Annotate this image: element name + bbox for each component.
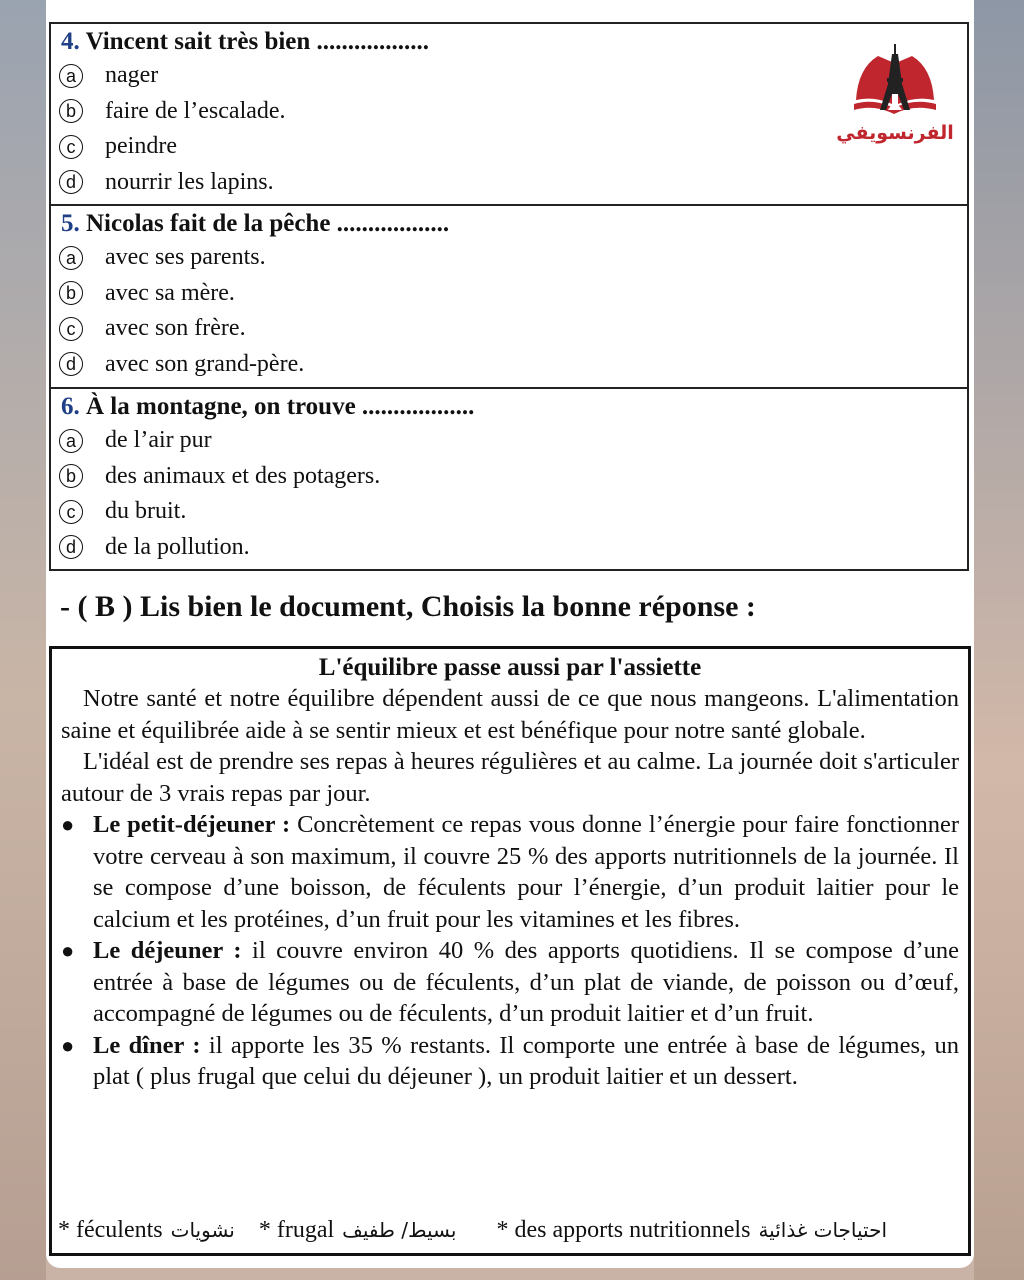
- question-block-6: [49, 387, 969, 571]
- question-number: 4.: [61, 28, 80, 55]
- bullet-icon: ●: [61, 938, 75, 963]
- question-number: 5.: [61, 210, 80, 237]
- option-d[interactable]: [51, 165, 967, 201]
- bullet-lunch: [61, 935, 959, 1030]
- option-c[interactable]: [51, 311, 967, 347]
- option-d[interactable]: [51, 347, 967, 383]
- glossary: [58, 1215, 958, 1247]
- paragraph-2: L'idéal est de prendre ses repas à heures régulières et au calme. La journée doit s'articuler autour de 3 vrais repas par jour.: [61, 748, 959, 807]
- option-text: de la pollution.: [105, 533, 250, 560]
- option-letter-icon: a: [59, 64, 83, 88]
- option-text: avec son grand-père.: [105, 350, 305, 377]
- option-text: nager: [105, 62, 159, 89]
- brand-logo: [830, 40, 960, 150]
- glossary-term: * des apports nutritionnels: [496, 1217, 751, 1243]
- option-text: avec ses parents.: [105, 244, 266, 271]
- question-text: Nicolas fait de la pêche ..................: [86, 210, 450, 237]
- question-text: À la montagne, on trouve ..................: [86, 393, 475, 420]
- option-text: nourrir les lapins.: [105, 168, 274, 195]
- option-letter-icon: a: [59, 429, 83, 453]
- glossary-translation: بسيط/ طفيف: [342, 1218, 457, 1242]
- option-text: du bruit.: [105, 498, 187, 525]
- bullet-text: Concrètement ce repas vous donne l’énergie pour faire fonctionner votre cerveau à son maximum, il couvre 25 % des apports nutritionnels de la journée. Il se compose d’une boisson, de féculents pour l’énergie, d’un produit laitier pour le calcium et les protéines, d’un fruit pour les vitamines et les fibres.: [93, 811, 959, 933]
- bullet-dinner: [61, 1030, 959, 1093]
- option-letter-icon: b: [59, 99, 83, 123]
- glossary-translation: نشويات: [170, 1218, 235, 1242]
- question-text: Vincent sait très bien ..................: [85, 28, 430, 55]
- question-block-5: [49, 204, 969, 389]
- bullet-label: Le petit-déjeuner :: [93, 811, 291, 838]
- bullet-text: il couvre environ 40 % des apports quotidiens. Il se compose d’une entrée à base de légumes ou de féculents, d’un plat de viande, de poisson ou d’œuf, accompagné de légumes ou de féculents, d’un produit laitier et d’un fruit.: [93, 937, 959, 1027]
- option-letter-icon: b: [59, 464, 83, 488]
- option-letter-icon: d: [59, 535, 83, 559]
- question-stem: [51, 389, 967, 423]
- question-stem: [51, 206, 967, 240]
- option-letter-icon: d: [59, 170, 83, 194]
- bullet-label: Le déjeuner :: [93, 937, 242, 964]
- option-letter-icon: c: [59, 317, 83, 341]
- eiffel-tower-book-icon: [830, 40, 960, 122]
- option-a[interactable]: [51, 240, 967, 276]
- bullet-icon: ●: [61, 1032, 75, 1058]
- option-a[interactable]: [51, 423, 967, 459]
- paragraph-1: Notre santé et notre équilibre dépendent aussi de ce que nous mangeons. L'alimentation saine et équilibrée aide à se sentir mieux et est bénéfique pour notre santé globale.: [61, 685, 959, 744]
- option-letter-icon: a: [59, 246, 83, 270]
- bullet-text: il apporte les 35 % restants. Il comporte une entrée à base de légumes, un plat ( plus frugal que celui du déjeuner ), un produit laitier et un dessert.: [93, 1031, 959, 1090]
- bullet-label: Le dîner :: [93, 1031, 201, 1059]
- option-b[interactable]: [51, 459, 967, 495]
- option-d[interactable]: [51, 530, 967, 566]
- option-letter-icon: d: [59, 352, 83, 376]
- background-left: [0, 0, 46, 1280]
- glossary-term: * féculents: [58, 1217, 163, 1243]
- option-letter-icon: c: [59, 500, 83, 524]
- option-text: des animaux et des potagers.: [105, 462, 381, 489]
- question-number: 6.: [61, 393, 80, 420]
- bullet-icon: ●: [61, 812, 75, 837]
- option-text: avec sa mère.: [105, 279, 235, 306]
- option-text: avec son frère.: [105, 315, 246, 342]
- reading-document: [49, 646, 971, 1256]
- option-c[interactable]: [51, 494, 967, 530]
- document-title: L'équilibre passe aussi par l'assiette: [318, 654, 702, 681]
- section-b-heading: - ( B ) Lis bien le document, Choisis la bonne réponse :: [60, 590, 756, 623]
- option-letter-icon: c: [59, 135, 83, 159]
- bullet-breakfast: [61, 809, 959, 935]
- glossary-term: * frugal: [258, 1217, 335, 1243]
- glossary-translation: احتياجات غذائية: [758, 1218, 888, 1242]
- option-text: de l’air pur: [105, 427, 212, 454]
- background-right: [974, 0, 1024, 1280]
- option-text: faire de l’escalade.: [105, 97, 286, 124]
- option-text: peindre: [105, 133, 177, 160]
- option-letter-icon: b: [59, 281, 83, 305]
- logo-text: الفرنسويفي: [836, 122, 954, 144]
- option-b[interactable]: [51, 276, 967, 312]
